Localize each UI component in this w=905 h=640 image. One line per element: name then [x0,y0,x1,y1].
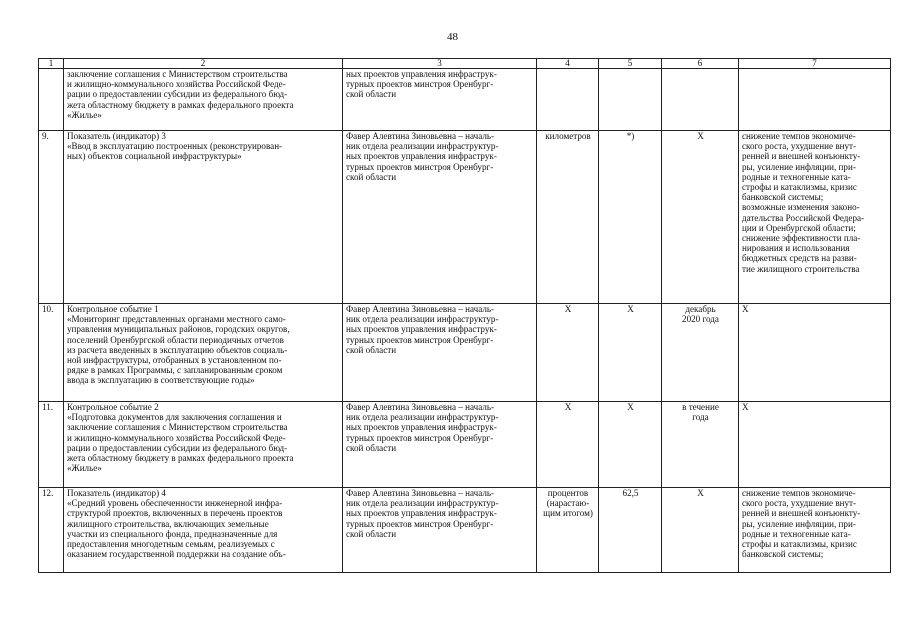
cell-value [599,488,662,573]
col-header-6: 6 [662,59,739,69]
text-line: Фавер Алевтина Зиновьевна – началь- [346,488,495,498]
text-line: управления муниципальных районов, городских округов, [67,324,290,335]
text-line: Х [564,402,572,412]
table-row [39,304,891,402]
text-line: ных проектов управления инфраструк- [346,69,497,79]
text-line: «Жилье» [67,463,102,474]
cell-responsible [343,131,537,304]
text-line: дательства Российской Федера- [742,212,865,223]
text-line: поселений Оренбургской области периодичных отчетов [67,334,284,345]
text-line: «Подготовка документов для заключения соглашения и [67,412,282,423]
text-line: Х [627,304,634,314]
text-line: ной инфраструктуры, отобранных в установленном по- [67,355,282,366]
text-line: декабрь [685,304,716,314]
text-line: Х [697,488,704,498]
cell-value [599,304,662,402]
cell-deadline [662,488,739,573]
text-line: Показатель (индикатор) 4 [67,488,166,498]
text-line: Х [742,304,749,314]
cell-value [599,69,662,131]
text-line: щим итогом) [543,508,593,519]
plan-table [38,58,891,573]
col-header-1: 1 [39,59,64,69]
cell-responsible [343,304,537,402]
cell-event-name [64,69,343,131]
text-line: жета областному бюджету в рамках федерального проекта [67,99,294,110]
text-line: ренней и внешней конъюнкту- [742,151,861,162]
text-line: из расчета введенных в эксплуатацию объектов социаль- [67,344,288,355]
cell-responsible [343,69,537,131]
text-line: родные и техногенные ката- [742,528,851,539]
cell-unit [537,69,599,131]
cell-event-name [64,304,343,402]
text-line: жета областному бюджету в рамках федерального проекта [67,453,294,464]
text-line: банковской системы; [742,549,824,560]
text-line: рядке в рамках Программы, с запланированным сроком [67,365,283,376]
text-line: турных проектов минстроя Оренбург- [346,334,494,345]
cell-unit [537,304,599,402]
cell-deadline [662,304,739,402]
cell-risks [739,304,891,402]
text-line: структурой проектов, включенных в перечень проектов [67,508,283,519]
text-line: процентов [547,488,589,498]
text-line: ции и Оренбургской области; [742,222,856,233]
cell-number: 11. [39,402,64,488]
text-line: ского роста, ухудшение внут- [742,141,857,152]
cell-event-name [64,402,343,488]
text-line: ник отдела реализации инфраструктур- [346,141,499,152]
text-line: Контрольное событие 2 [67,402,159,412]
text-line: предоставления многодетным семьям, реализуемых с [67,539,275,550]
text-line: ской области [346,344,397,355]
cell-deadline [662,69,739,131]
text-line: участки из специального фонда, предназначенные для [67,528,278,539]
table-body [39,69,891,573]
text-line: родные и техногенные ката- [742,171,851,182]
text-line: банковской системы; [742,192,824,203]
text-line: в течение [682,402,719,412]
text-line: Фавер Алевтина Зиновьевна – началь- [346,402,495,412]
text-line: «Средний уровень обеспеченности инженерной инфра- [67,498,283,509]
text-line: ской области [346,89,397,100]
text-line: ных проектов управления инфраструк- [346,324,497,335]
cell-deadline [662,402,739,488]
text-line: ных проектов управления инфраструк- [346,508,497,519]
text-line: ных проектов управления инфраструк- [346,151,497,162]
cell-unit [537,488,599,573]
text-line: Х [564,304,572,314]
text-line: нирования и использования [742,243,850,254]
text-line: Х [627,402,634,412]
cell-risks [739,488,891,573]
text-line: ской области [346,171,397,182]
cell-risks [739,402,891,488]
text-line: ных проектов управления инфраструк- [346,422,497,433]
table-row [39,69,891,131]
cell-deadline [662,131,739,304]
text-line: километров [545,131,591,141]
text-line: турных проектов минстроя Оренбург- [346,79,494,90]
text-line: рации о предоставлении субсидии из федерального бюд- [67,442,288,453]
table-row [39,131,891,304]
text-line: и жилищно-коммунального хозяйства Российской Феде- [67,79,286,90]
text-line: Контрольное событие 1 [67,304,159,314]
cell-number: 12. [39,488,64,573]
cell-responsible [343,488,537,573]
text-line: ренней и внешней конъюнкту- [742,508,861,519]
cell-value [599,131,662,304]
col-header-3: 3 [343,59,537,69]
text-line: ской области [346,442,397,453]
col-header-5: 5 [599,59,662,69]
col-header-2: 2 [64,59,343,69]
cell-unit [537,131,599,304]
cell-unit [537,402,599,488]
cell-number: 10. [39,304,64,402]
text-line: оказанием государственной поддержки на создание объ- [67,549,286,560]
cell-value [599,402,662,488]
cell-number [39,69,64,131]
table-row [39,402,891,488]
text-line: ского роста, ухудшение внут- [742,498,857,509]
text-line: ник отдела реализации инфраструктур- [346,498,499,509]
text-line: заключение соглашения с Министерством строительства [67,69,288,79]
text-line: ры, усиление инфляции, при- [742,518,856,529]
text-line: 2020 года [682,314,719,325]
text-line: возможные изменения законо- [742,202,860,213]
text-line: турных проектов минстроя Оренбург- [346,518,494,529]
text-line: жилищного строительства, включающих земельные [67,518,269,529]
text-line: ской области [346,528,397,539]
cell-event-name [64,488,343,573]
text-line: и жилищно-коммунального хозяйства Российской Феде- [67,432,286,443]
col-header-4: 4 [537,59,599,69]
text-line: турных проектов минстроя Оренбург- [346,432,494,443]
text-line: *) [626,131,635,141]
text-line: Показатель (индикатор) 3 [67,131,166,141]
text-line: снижение темпов экономиче- [742,488,856,498]
cell-risks [739,131,891,304]
text-line: снижение эффективности пла- [742,233,861,244]
text-line: (нарастаю- [546,498,590,509]
text-line: ввода в эксплуатацию в соответствующие годы» [67,375,255,386]
text-line: строфы и катаклизмы, кризис [742,182,857,193]
cell-risks [739,69,891,131]
text-line: Фавер Алевтина Зиновьевна – началь- [346,304,495,314]
text-line: ных) объектов социальной инфраструктуры» [67,151,242,162]
text-line: года [692,412,709,423]
text-line: тие жилищного строительства [742,263,860,274]
text-line: снижение темпов экономиче- [742,131,856,141]
text-line: ник отдела реализации инфраструктур- [346,412,499,423]
text-line: «Жилье» [67,109,102,120]
text-line: заключение соглашения с Министерством строительства [67,422,288,433]
text-line: Х [742,402,749,412]
text-line: ры, усиление инфляции, при- [742,161,856,172]
col-header-7: 7 [739,59,891,69]
table-row [39,488,891,573]
cell-responsible [343,402,537,488]
text-line: строфы и катаклизмы, кризис [742,539,857,550]
cell-number: 9. [39,131,64,304]
table-header-row [39,59,891,69]
text-line: 62,5 [622,488,639,498]
text-line: бюджетных средств на разви- [742,253,857,264]
text-line: ник отдела реализации инфраструктур- [346,314,499,325]
text-line: «Ввод в эксплуатацию построенных (реконструирован- [67,141,283,152]
page-number: 48 [447,31,458,43]
text-line: турных проектов минстроя Оренбург- [346,161,494,172]
text-line: рации о предоставлении субсидии из федерального бюд- [67,89,288,100]
text-line: Фавер Алевтина Зиновьевна – началь- [346,131,495,141]
text-line: «Мониторинг представленных органами местного само- [67,314,286,325]
cell-event-name [64,131,343,304]
text-line: Х [697,131,704,141]
